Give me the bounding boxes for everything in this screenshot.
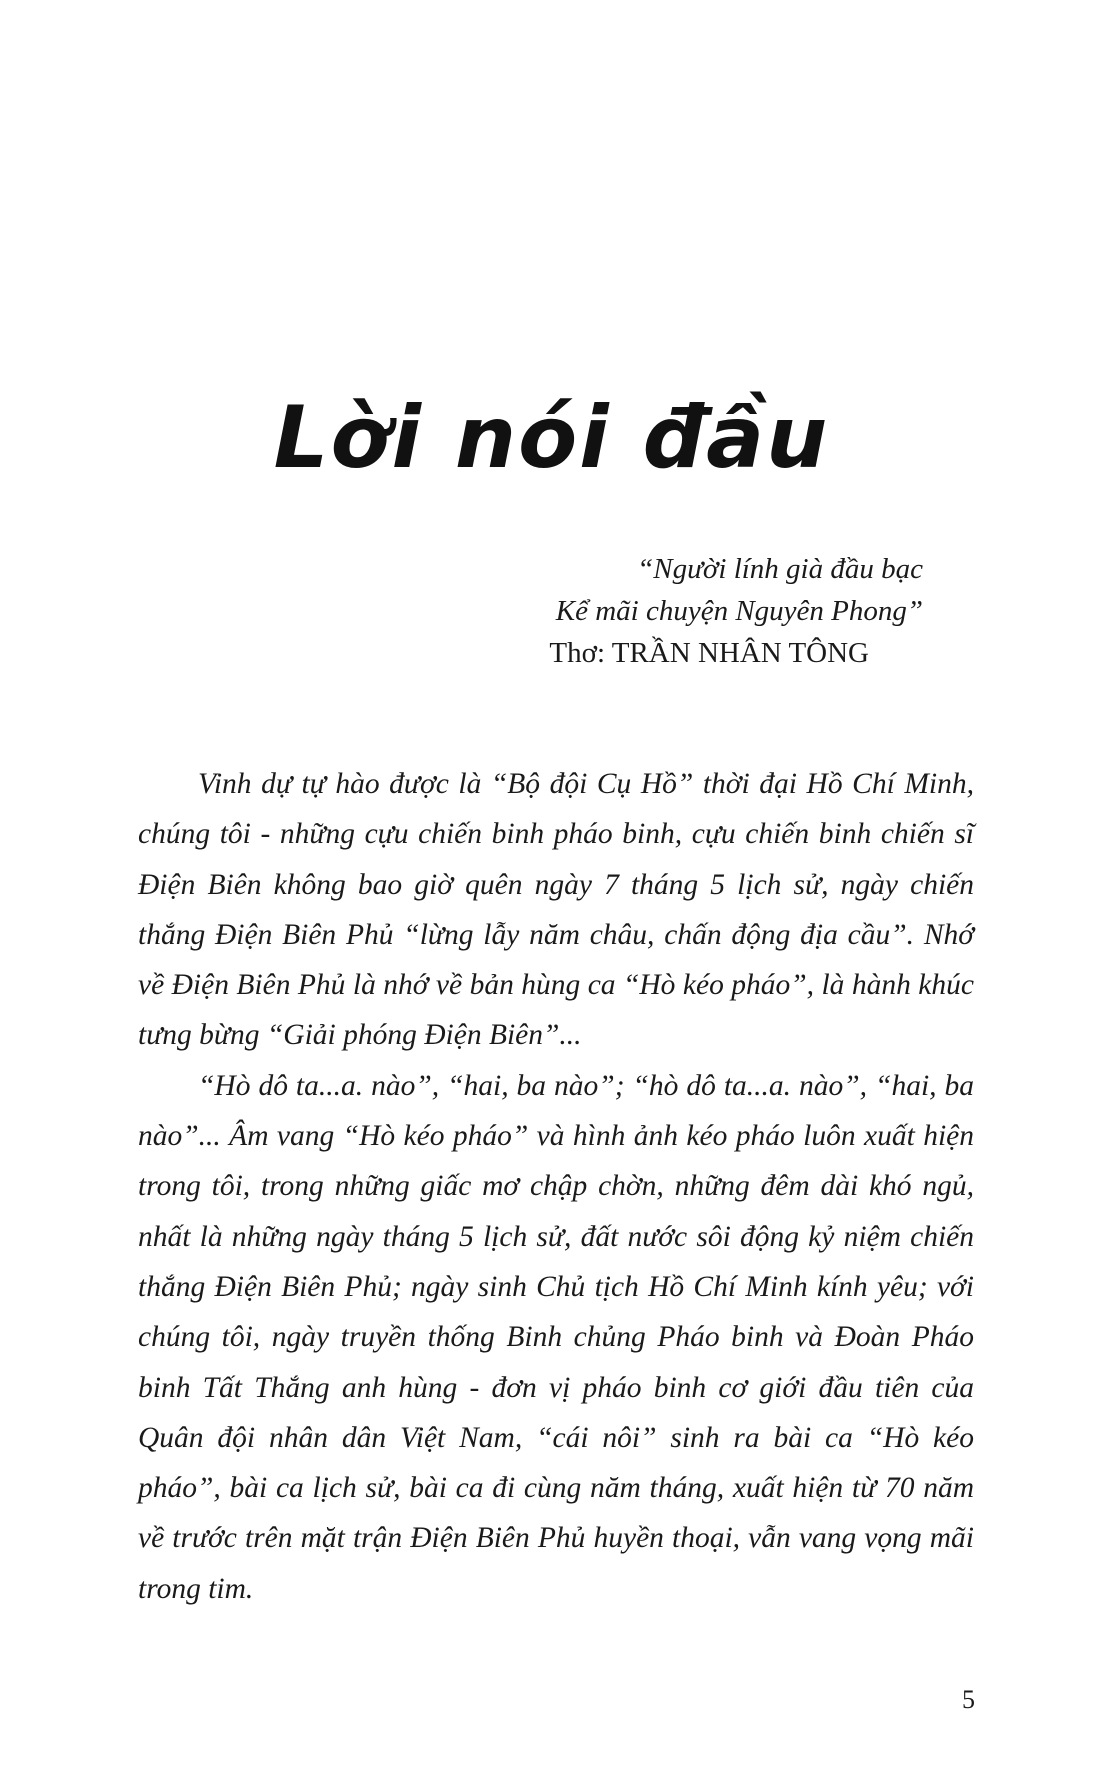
page-number: 5: [962, 1685, 975, 1714]
paragraph-2: “Hò dô ta...a. nào”, “hai, ba nào”; “hò dô ta...a. nào”, “hai, ba nào”... Âm vang “Hò kéo pháo” và hình ảnh kéo pháo luôn xuất hiện trong tôi, trong những giấc mơ chập chờn, những đêm dài khó ngủ, nhất là những ngày tháng 5 lịch sử, đất nước sôi động kỷ niệm chiến thắng Điện Biên Phủ; ngày sinh Chủ tịch Hồ Chí Minh kính yêu; với chúng tôi, ngày truyền thống Binh chủng Pháo binh và Đoàn Pháo binh Tất Thắng anh hùng - đơn vị pháo binh cơ giới đầu tiên của Quân đội nhân dân Việt Nam, “cái nôi” sinh ra bài ca “Hò kéo pháo”, bài ca lịch sử, bài ca đi cùng năm tháng, xuất hiện từ 70 năm về trước trên mặt trận Điện Biên Phủ huyền thoại, vẫn vang vọng mãi trong tim.: [138, 1069, 974, 1605]
epigraph-line-2: Kể mãi chuyện Nguyên Phong”: [555, 595, 923, 627]
epigraph-attribution: Thơ: TRẦN NHÂN TÔNG: [549, 637, 869, 669]
body-text: [138, 759, 974, 1614]
epigraph-line-1: “Người lính già đầu bạc: [637, 553, 923, 585]
epigraph: [403, 548, 923, 674]
paragraph-1: Vinh dự tự hào được là “Bộ đội Cụ Hồ” thời đại Hồ Chí Minh, chúng tôi - những cựu chiến binh pháo binh, cựu chiến binh chiến sĩ Điện Biên không bao giờ quên ngày 7 tháng 5 lịch sử, ngày chiến thắng Điện Biên Phủ “lừng lẫy năm châu, chấn động địa cầu”. Nhớ về Điện Biên Phủ là nhớ về bản hùng ca “Hò kéo pháo”, là hành khúc tưng bừng “Giải phóng Điện Biên”...: [138, 768, 974, 1052]
chapter-title: Lời nói đầu: [273, 388, 830, 488]
